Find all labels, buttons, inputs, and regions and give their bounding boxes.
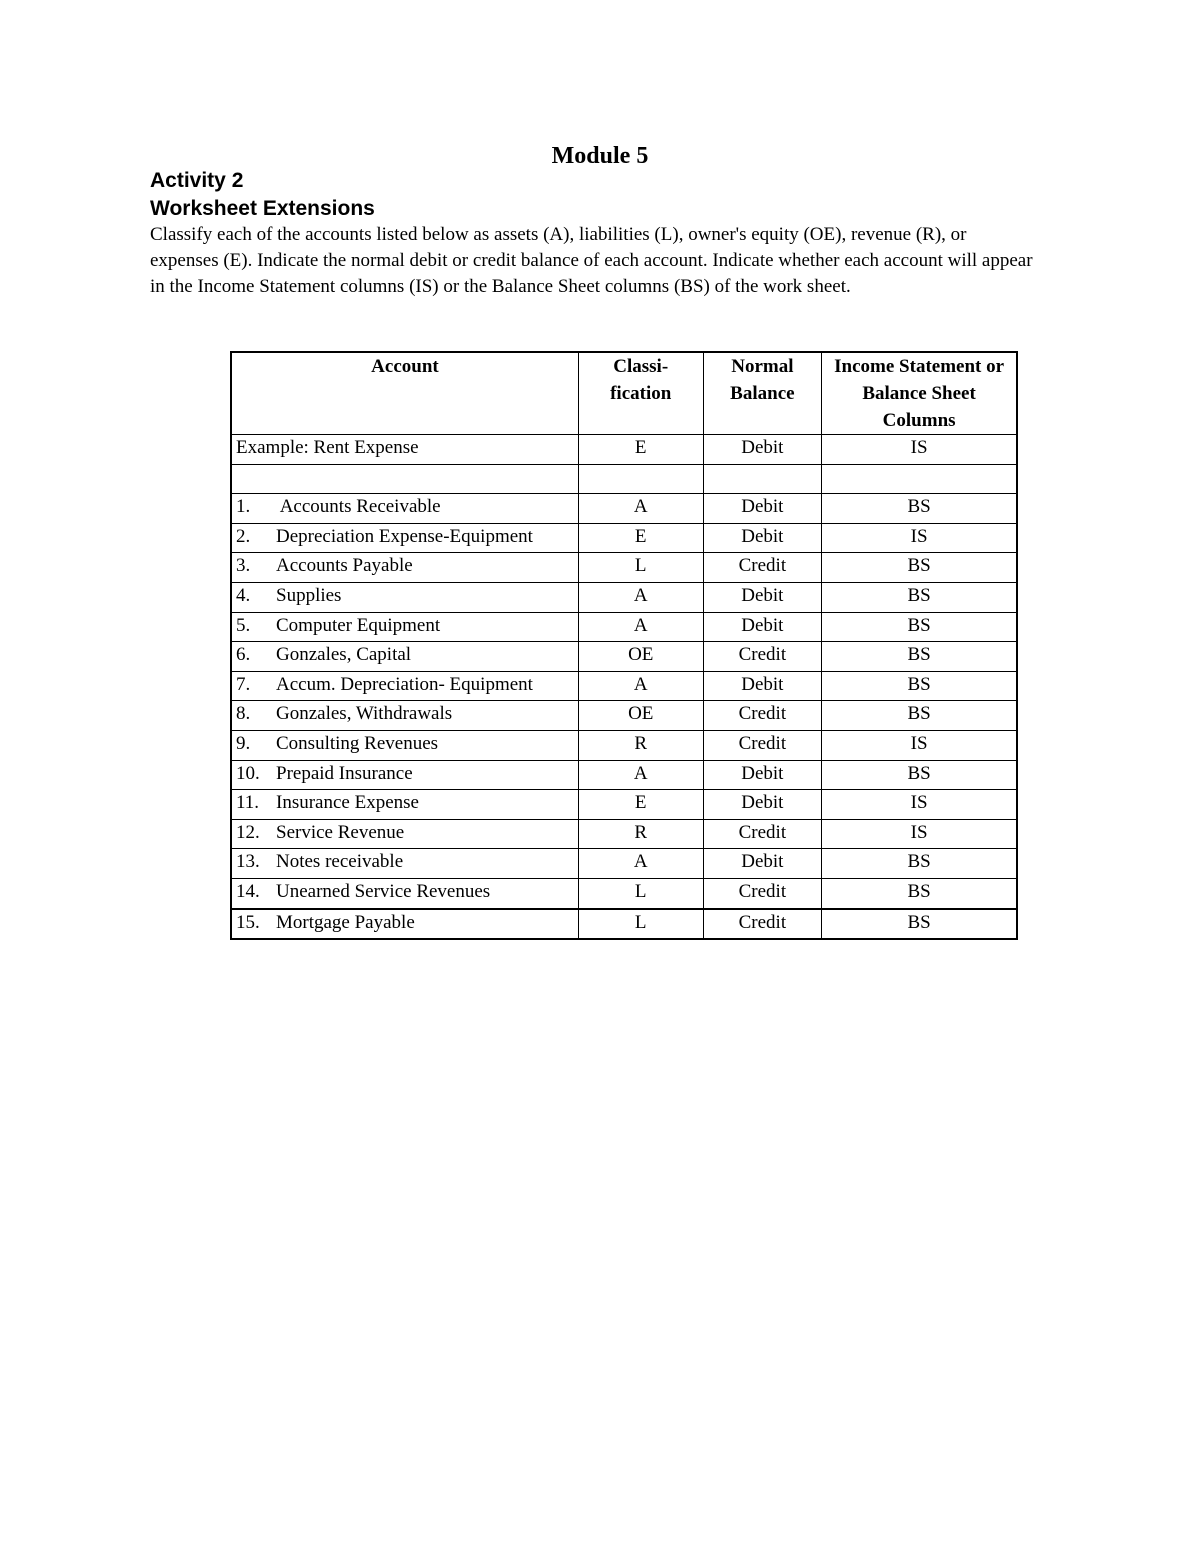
classification-cell: L (578, 909, 703, 940)
classification-cell: OE (578, 701, 703, 731)
row-number: 10. (236, 762, 260, 784)
row-number: 6. (236, 644, 251, 666)
classification-cell: E (578, 790, 703, 820)
statement-cell: BS (822, 849, 1017, 879)
row-number: 9. (236, 732, 251, 754)
normal-balance-cell: Credit (703, 553, 822, 583)
row-number: 11. (236, 792, 260, 814)
instructions-line-1: Classify each of the accounts listed below as assets (A), liabilities (L), owner's equity (OE), revenue (R), or (150, 224, 967, 245)
normal-balance-cell: Debit (703, 760, 822, 790)
normal-balance-cell: Credit (703, 701, 822, 731)
classification-cell: A (578, 671, 703, 701)
account-cell (231, 612, 578, 642)
account-name: Accum. Depreciation- Equipment (276, 673, 533, 695)
account-name: Accounts Receivable (276, 496, 441, 518)
normal-balance-cell: Debit (703, 523, 822, 553)
account-name: Computer Equipment (276, 614, 441, 636)
account-cell (231, 671, 578, 701)
blank-cell (703, 464, 822, 494)
example-account: Example: Rent Expense (231, 435, 578, 465)
activity-heading: Activity 2 (150, 169, 244, 192)
header-statement-columns: Income Statement or Balance Sheet Columns (822, 352, 1017, 435)
row-number: 14. (236, 880, 260, 902)
classification-cell: R (578, 730, 703, 760)
statement-cell: BS (822, 701, 1017, 731)
row-number: 5. (236, 614, 251, 636)
account-name: Service Revenue (276, 821, 405, 843)
table-row (231, 582, 1017, 612)
row-number: 12. (236, 821, 260, 843)
example-statement: IS (822, 435, 1017, 465)
header-normal-balance: Normal Balance (703, 352, 822, 435)
account-cell (231, 760, 578, 790)
statement-cell: IS (822, 790, 1017, 820)
row-number: 7. (236, 673, 251, 695)
statement-cell: BS (822, 760, 1017, 790)
account-cell (231, 790, 578, 820)
row-number: 2. (236, 525, 251, 547)
page-title: Module 5 (551, 143, 649, 169)
normal-balance-cell: Debit (703, 849, 822, 879)
account-cell (231, 553, 578, 583)
row-number: 4. (236, 584, 251, 606)
example-classification: E (578, 435, 703, 465)
table-row (231, 909, 1017, 940)
account-cell (231, 878, 578, 908)
account-cell (231, 701, 578, 731)
statement-cell: BS (822, 909, 1017, 940)
classification-cell: R (578, 819, 703, 849)
normal-balance-cell: Credit (703, 730, 822, 760)
table-header-row (231, 352, 1017, 435)
blank-cell (822, 464, 1017, 494)
account-cell (231, 642, 578, 672)
table-row (231, 878, 1017, 908)
account-name: Accounts Payable (276, 555, 413, 577)
statement-cell: IS (822, 730, 1017, 760)
classification-cell: A (578, 612, 703, 642)
statement-cell: IS (822, 819, 1017, 849)
account-cell (231, 523, 578, 553)
table-row (231, 612, 1017, 642)
statement-cell: BS (822, 612, 1017, 642)
account-name: Gonzales, Withdrawals (276, 703, 453, 725)
table-row (231, 642, 1017, 672)
instructions (150, 222, 1045, 300)
classification-cell: OE (578, 642, 703, 672)
account-cell (231, 849, 578, 879)
account-name: Depreciation Expense-Equipment (276, 525, 533, 547)
normal-balance-cell: Debit (703, 612, 822, 642)
worksheet-table (230, 351, 1018, 940)
statement-cell: BS (822, 494, 1017, 524)
account-name: Consulting Revenues (276, 732, 439, 754)
row-number: 1. (236, 496, 251, 518)
classification-cell: A (578, 582, 703, 612)
classification-cell: A (578, 494, 703, 524)
table-row (231, 730, 1017, 760)
normal-balance-cell: Debit (703, 494, 822, 524)
statement-cell: IS (822, 523, 1017, 553)
instructions-line-2: expenses (E). Indicate the normal debit or credit balance of each account. Indicate whether each account will appear in the Income Statement columns (IS) or the Balance Sheet columns (BS) of the work sheet. (150, 250, 1033, 297)
classification-cell: L (578, 878, 703, 908)
account-name: Mortgage Payable (276, 911, 415, 933)
classification-cell: L (578, 553, 703, 583)
statement-cell: BS (822, 671, 1017, 701)
table-row (231, 553, 1017, 583)
statement-cell: BS (822, 642, 1017, 672)
classification-cell: E (578, 523, 703, 553)
blank-row (231, 464, 1017, 494)
row-number: 13. (236, 851, 260, 873)
row-number: 8. (236, 703, 251, 725)
table-row (231, 760, 1017, 790)
example-normal-balance: Debit (703, 435, 822, 465)
table-row (231, 701, 1017, 731)
account-cell (231, 494, 578, 524)
row-number: 3. (236, 555, 251, 577)
worksheet-title: Worksheet Extensions (150, 197, 375, 220)
blank-cell (578, 464, 703, 494)
table-row (231, 790, 1017, 820)
normal-balance-cell: Debit (703, 671, 822, 701)
statement-cell: BS (822, 878, 1017, 908)
normal-balance-cell: Debit (703, 790, 822, 820)
account-name: Insurance Expense (276, 792, 419, 814)
row-number: 15. (236, 911, 260, 933)
account-cell (231, 819, 578, 849)
normal-balance-cell: Credit (703, 878, 822, 908)
table-row (231, 671, 1017, 701)
account-cell (231, 909, 578, 940)
account-name: Supplies (276, 584, 342, 606)
header-account: Account (231, 352, 578, 435)
normal-balance-cell: Credit (703, 819, 822, 849)
example-row (231, 435, 1017, 465)
account-name: Notes receivable (276, 851, 404, 873)
statement-cell: BS (822, 553, 1017, 583)
classification-cell: A (578, 849, 703, 879)
account-name: Prepaid Insurance (276, 762, 413, 784)
classification-cell: A (578, 760, 703, 790)
table-row (231, 494, 1017, 524)
blank-cell (231, 464, 578, 494)
statement-cell: BS (822, 582, 1017, 612)
account-name: Unearned Service Revenues (276, 880, 491, 902)
normal-balance-cell: Credit (703, 909, 822, 940)
header-classification: Classi- fication (578, 352, 703, 435)
normal-balance-cell: Credit (703, 642, 822, 672)
account-name: Gonzales, Capital (276, 644, 412, 666)
table-row (231, 819, 1017, 849)
table-row (231, 523, 1017, 553)
account-cell (231, 582, 578, 612)
account-cell (231, 730, 578, 760)
table-row (231, 849, 1017, 879)
normal-balance-cell: Debit (703, 582, 822, 612)
